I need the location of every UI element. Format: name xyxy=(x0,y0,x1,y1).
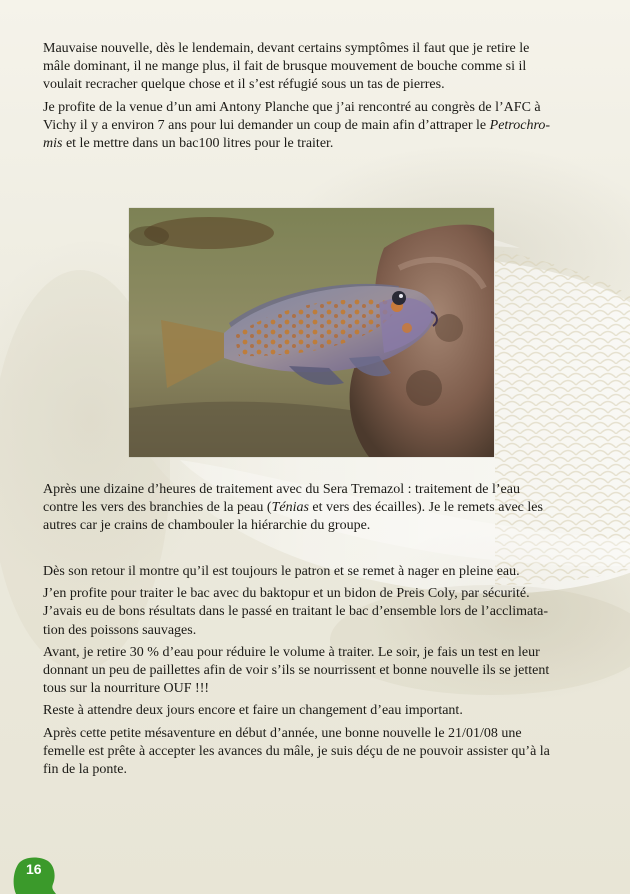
parasite-name-tenias: Ténias xyxy=(271,500,309,516)
page-number: 16 xyxy=(26,861,42,877)
paragraph-treatment: Après une dizaine d’heures de traitement avec du Sera Tremazol : traitement de l’eau contre les vers des branchies de la peau (Ténias et vers des écailles). Je le remets avec les autres car je crains de chambouler la hiérarchie du groupe. xyxy=(43,482,543,534)
paragraph-wait: Reste à attendre deux jours encore et faire un changement d’eau important. xyxy=(43,703,463,719)
paragraph-water-change: Avant, je retire 30 % d’eau pour réduire le volume à traiter. Le soir, je fais un test en leur donnant un peu de paillettes afin de voir s’ils se nourrissent et bonne nouvelle ils se jettent tous sur la nourriture OUF !!! xyxy=(43,644,550,697)
paragraph-return: Dès son retour il montre qu’il est toujours le patron et se remet à nager en pleine eau. xyxy=(43,564,520,579)
followup-text-block xyxy=(43,563,591,783)
treatment-text-block xyxy=(43,481,591,540)
paragraph-dominant-male: Mauvaise nouvelle, dès le lendemain, devant certains symptômes il faut que je retire le mâle dominant, il ne mange plus, il fait de brusque mouvement de bouche comme si il voulait recracher quelque chose et il s’est réfugié sous un tas de pierres. xyxy=(43,41,530,93)
paragraph-baktopur: J’en profite pour traiter le bac avec du baktopur et un bidon de Preis Coly, par sécurité. J’avais eu de bons résultats dans le passé en traitant le bac d’ensemble lors de l’acclimata- tion des poissons sauvages. xyxy=(43,586,548,638)
page-number-badge xyxy=(10,857,56,894)
species-name-petrochromis: Petrochro- mis xyxy=(43,117,551,152)
intro-text-block xyxy=(43,40,591,157)
paragraph-antony-planche: Je profite de la venue d’un ami Antony Planche que j’ai rencontré au congrès de l’AFC à Vichy il y a environ 7 ans pour lui demander un coup de main afin d’attraper le Petrochro- mis et le mettre dans un bac100 litres pour le traiter. xyxy=(43,99,551,152)
fish-photo-illustration xyxy=(129,208,494,457)
cichlid-fish-photo xyxy=(129,208,494,457)
paragraph-female: Après cette petite mésaventure en début d’année, une bonne nouvelle le 21/01/08 une femelle est prête à accepter les avances du mâle, je suis déçu de ne pouvoir assister qu’à la fin de la ponte. xyxy=(43,725,550,778)
